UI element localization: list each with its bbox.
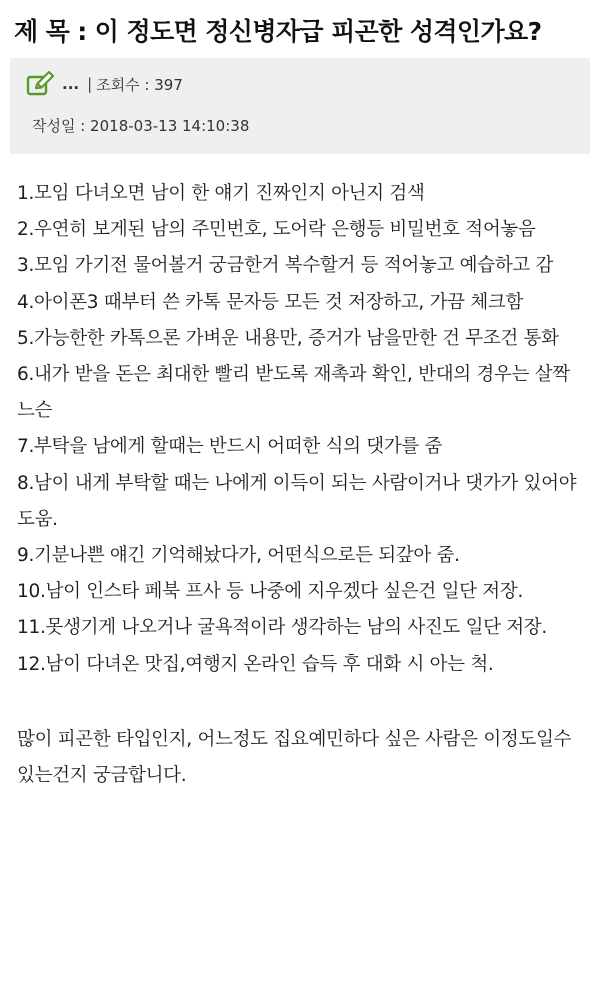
body-line: 6.내가 받을 돈은 최대한 빨리 받도록 재촉과 확인, 반대의 경우는 살짝 느슨 <box>17 364 570 422</box>
post-meta <box>10 58 590 154</box>
body-line: 7.부탁을 남에게 할때는 반드시 어떠한 식의 댓가를 줌 <box>17 436 443 458</box>
body-line: 2.우연히 보게된 남의 주민번호, 도어락 은행등 비밀번호 적어놓음 <box>17 219 536 241</box>
author-row <box>26 70 183 98</box>
body-line: 11.못생기게 나오거나 굴욕적이라 생각하는 남의 사진도 일단 저장. <box>17 617 548 639</box>
closing-paragraph: 많이 피곤한 타입인지, 어느정도 집요예민하다 싶은 사람은 이정도일수 있는건지 궁금합니다. <box>17 728 572 787</box>
post-date: 작성일 : 2018-03-13 14:10:38 <box>32 117 250 135</box>
post-body <box>17 176 592 794</box>
body-line: 10.남이 인스타 페북 프사 등 나중에 지우겠다 싶은건 일단 저장. <box>17 581 524 603</box>
meta-divider: | <box>87 75 93 93</box>
body-line: 3.모임 가기전 물어볼거 궁금한거 복수할거 등 적어놓고 예습하고 감 <box>17 255 554 277</box>
body-line: 1.모임 다녀오면 남이 한 얘기 진짜인지 아닌지 검색 <box>17 183 425 204</box>
author-name[interactable]: ... <box>62 75 80 93</box>
paragraph-gap <box>17 683 592 722</box>
edit-icon[interactable] <box>26 71 56 97</box>
post-title: 제 목 : 이 정도면 정신병자급 피곤한 성격인가요? <box>14 17 542 46</box>
body-line: 8.남이 내게 부탁할 때는 나에게 이득이 되는 사람이거나 댓가가 있어야 도움. <box>17 472 577 530</box>
body-line: 12.남이 다녀온 맛집,여행지 온라인 습득 후 대화 시 아는 척. <box>17 653 494 675</box>
view-count: 조회수 : 397 <box>96 75 183 94</box>
body-line: 9.기분나쁜 얘긴 기억해놨다가, 어떤식으로든 되갚아 줌. <box>17 545 460 567</box>
body-line: 5.가능한한 카톡으론 가벼운 내용만, 증거가 남을만한 건 무조건 통화 <box>17 327 559 349</box>
body-line: 4.아이폰3 때부터 쓴 카톡 문자등 모든 것 저장하고, 가끔 체크함 <box>17 291 524 313</box>
